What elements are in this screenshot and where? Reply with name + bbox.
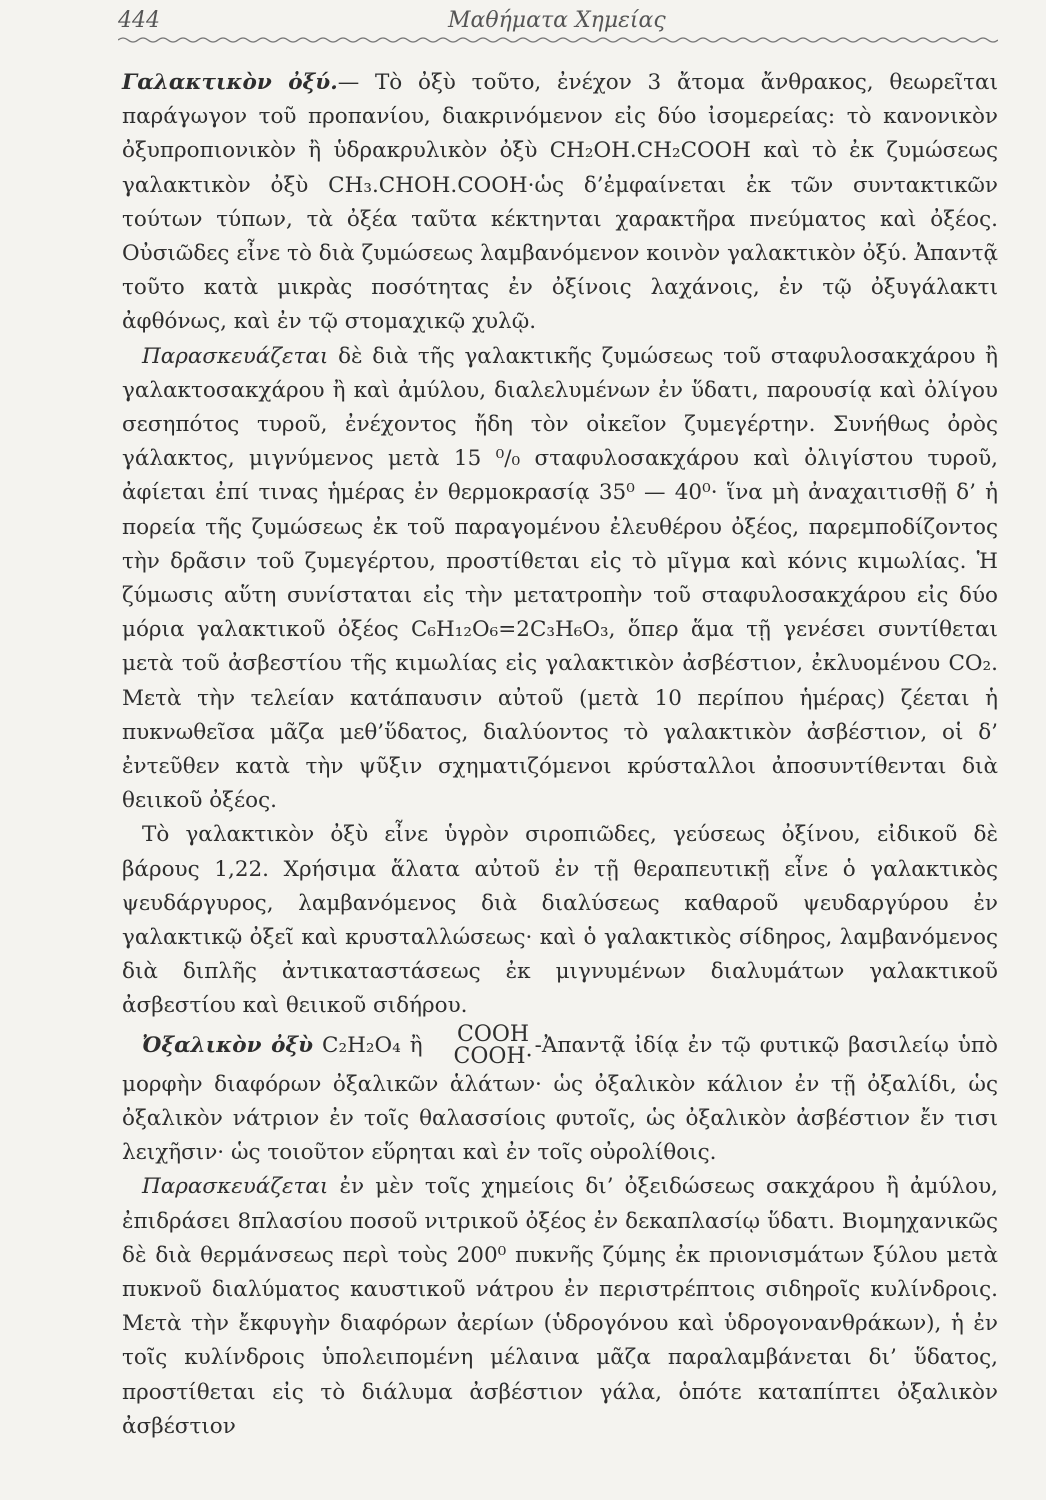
paragraph-lactic-preparation: [122, 340, 998, 819]
paragraph-text: Τὸ γαλακτικὸν ὀξὺ εἶνε ὑγρὸν σιροπιῶδες, γεύσεως ὀξίνου, εἰδικοῦ δὲ βάρους 1,22. Χρήσιμα ἅλατα αὐτοῦ ἐν τῇ θεραπευτικῇ εἶνε ὁ γαλακτικὸς ψευδάργυρος, λαμβανόμενος διὰ διαλύσεως καθαροῦ ψευδαργύρου ἐν γαλακτικῷ ὀξεῖ καὶ κρυσταλλώσεως· καὶ ὁ γαλακτικὸς σίδηρος, λαμβανόμενος διὰ διπλῆς ἀντικαταστάσεως ἐκ μιγνυμένων διαλυμάτων γαλακτικοῦ ἀσβεστίου καὶ θειικοῦ σιδήρου.: [122, 822, 998, 1019]
paragraph-text: ἐν μὲν τοῖς χημείοις δι’ ὀξειδώσεως σακχάρου ἢ ἀμύλου, ἐπιδράσει 8πλασίου ποσοῦ νιτρικοῦ ὀξέος ἐν δεκαπλασίῳ ὕδατι. Βιομηχανικῶς δὲ διὰ θερμάνσεως περὶ τοὺς 200⁰ πυκνῆς ζύμης ἐκ πριονισμάτων ξύλου μετὰ πυκνοῦ διαλύματος καυστικοῦ νάτρου ἐν περιστρέπτοις σιδηροῖς κυλίνδροις. Μετὰ τὴν ἔκφυγὴν διαφόρων ἀερίων (ὑδρογόνου καὶ ὑδρογονανθράκων), ἡ ἐν τοῖς κυλίνδροις ὑπολειπομένη μέλαινα μᾶζα παραλαμβάνεται δι’ ὕδατος, προστίθεται εἰς τὸ διάλυμα ἀσβέστιον γάλα, ὁπότε καταπίπτει ὀξαλικὸν ἀσβέστιον: [122, 1174, 998, 1439]
page-number: 444: [118, 8, 160, 33]
paragraph-oxalic-acid: [122, 1021, 998, 1171]
paragraph-text: δὲ διὰ τῆς γαλακτικῆς ζυμώσεως τοῦ σταφυλοσακχάρου ἢ γαλακτοσακχάρου ἢ καὶ ἀμύλου, διαλελυμένων ἐν ὕδατι, παρουσίᾳ καὶ ὀλίγου σεσηπότος τυροῦ, ἐνέχοντος ἤδη τὸν οἰκεῖον ζυμεγέρτην. Συνήθως ὀρὸς γάλακτος, μιγνύμενος μετὰ 15 ⁰/₀ σταφυλοσακχάρου καὶ ὀλιγίστου τυροῦ, ἀφίεται ἐπί τινας ἡμέρας ἐν θερμοκρασίᾳ 35⁰ — 40⁰· ἵνα μὴ ἀναχαιτισθῇ δ’ ἡ πορεία τῆς ζυμώσεως ἐκ τοῦ παραγομένου ἐλευθέρου ὀξέος, παρεμποδίζοντος τὴν δρᾶσιν τοῦ ζυμεγέρτου, προστίθεται εἰς τὸ μῖγμα καὶ κόνις κιμωλίας. Ἡ ζύμωσις αὕτη συνίσταται εἰς τὴν μετατροπὴν τοῦ σταφυλοσακχάρου εἰς δύο μόρια γαλακτικοῦ ὀξέος C₆H₁₂O₆=2C₃H₆O₃, ὅπερ ἅμα τῇ γενέσει συντίθεται μετὰ τοῦ ἀσβεστίου τῆς κιμωλίας εἰς γαλακτικὸν ἀσβέστιον, ἐκλυομένου CO₂. Μετὰ τὴν τελείαν κατάπαυσιν αὐτοῦ (μετὰ 10 περίπου ἡμέρας) ζέεται ἡ πυκνωθεῖσα μᾶζα μεθ’ὕδατος, διαλύοντος τὸ γαλακτικὸν ἀσβέστιον, οἱ δ’ ἐντεῦθεν κατὰ τὴν ψῦξιν σχηματιζόμενοι κρύσταλλοι ἀποσυντίθενται διὰ θειικοῦ ὀξέος.: [122, 343, 998, 814]
formula-top: COOH: [457, 1021, 530, 1047]
term-preparation: Παρασκευάζεται: [142, 343, 329, 369]
paragraph-lactic-properties: [122, 818, 998, 1023]
formula-or: ἢ: [409, 1032, 423, 1058]
paragraph-oxalic-preparation: [122, 1170, 998, 1444]
page-body: [122, 66, 998, 1444]
formula-bottom: COOH·: [453, 1043, 533, 1069]
paragraph-text: -Ἀπαντᾷ ἰδίᾳ ἐν τῷ φυτικῷ βασιλείῳ ὑπὸ μορφὴν διαφόρων ὀξαλικῶν ἁλάτων· ὡς ὀξαλικὸν κάλιον ἐν τῇ ὀξαλίδι, ὡς ὀξαλικὸν νάτριον ἐν τοῖς θαλασσίοις φυτοῖς, ὡς ὀξαλικὸν ἀσβέστιον ἔν τισι λειχῆσιν· ὡς τοιοῦτον εὕρηται καὶ ἐν τοῖς οὐρολίθοις.: [122, 1032, 998, 1166]
term-oxalic-acid: Ὀξαλικὸν ὀξὺ: [142, 1032, 314, 1058]
term-preparation: Παρασκευάζεται: [142, 1174, 329, 1200]
term-lactic-acid: Γαλακτικὸν ὀξύ.: [122, 70, 338, 95]
formula-linear: C₂H₂O₄: [322, 1032, 401, 1058]
paragraph-text: — Τὸ ὀξὺ τοῦτο, ἐνέχον 3 ἄτομα ἄνθρακος, θεωρεῖται παράγωγον τοῦ προπανίου, διακρινόμενον εἰς δύο ἰσομερείας: τὸ κανονικὸν ὀξυπροπιονικὸν ἢ ὑδρακρυλικὸν ὀξὺ CH₂OH.CH₂COOH καὶ τὸ ἐκ ζυμώσεως γαλακτικὸν ὀξὺ CH₃.CHOH.COOH·ὡς δ’ἐμφαίνεται ἐκ τῶν συντακτικῶν τούτων τύπων, τὰ ὀξέα ταῦτα κέκτηνται χαρακτῆρα πνεύματος καὶ ὀξέος. Οὐσιῶδες εἶνε τὸ διὰ ζυμώσεως λαμβανόμενον κοινὸν γαλακτικὸν ὀξύ. Ἀπαντᾷ τοῦτο κατὰ μικρὰς ποσότητας ἐν ὀξίνοις λαχάνοις, ἐν τῷ ὀξυγάλακτι ἀφθόνως, καὶ ἐν τῷ στομαχικῷ χυλῷ.: [122, 70, 998, 335]
stacked-formula: [434, 1021, 533, 1069]
paragraph-lactic-acid: [122, 66, 998, 340]
running-title: Μαθήματα Χημείας: [448, 8, 666, 33]
wavy-header-rule: [118, 36, 998, 44]
